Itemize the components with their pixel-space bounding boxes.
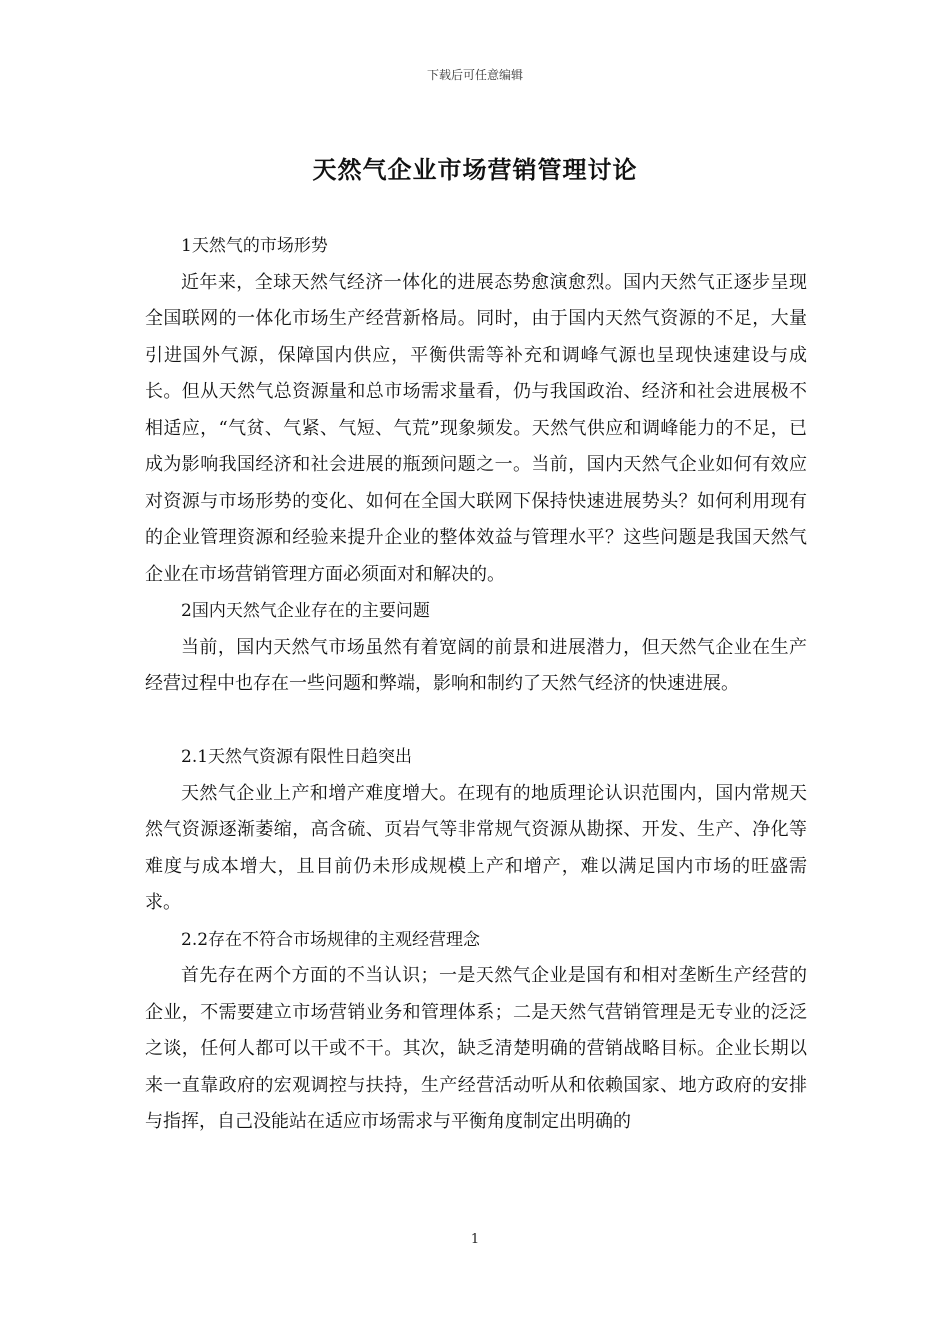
section-2-paragraph: 当前，国内天然气市场虽然有着宽阔的前景和进展潜力，但天然气企业在生产经营过程中也存在一些问题和弊端，影响和制约了天然气经济的快速进展。: [145, 636, 807, 694]
section-heading-2-1: 2.1天然气资源有限性日趋突出: [181, 747, 413, 767]
section-heading-2-2: 2.2存在不符合市场规律的主观经营理念: [181, 929, 481, 950]
page-number: 1: [470, 1232, 480, 1247]
document-body: [145, 228, 807, 1141]
document-title: 天然气企业市场营销管理讨论: [312, 156, 638, 184]
blank-line: [145, 703, 807, 740]
page-header: 下载后可任意编辑: [426, 68, 523, 82]
section-1-paragraph: 近年来，全球天然气经济一体化的进展态势愈演愈烈。国内天然气正逐步呈现全国联网的一体化市场生产经营新格局。同时，由于国内天然气资源的不足，大量引进国外气源，保障国内供应，平衡供需等补充和调峰气源也呈现快速建设与成长。但从天然气总资源量和总市场需求量看，仍与我国政治、经济和社会进展极不相适应，“气贫、气紧、气短、气荒”现象频发。天然气供应和调峰能力的不足，已成为影响我国经济和社会进展的瓶颈问题之一。当前，国内天然气企业如何有效应对资源与市场形势的变化、如何在全国大联网下保持快速进展势头？如何利用现有的企业管理资源和经验来提升企业的整体效益与管理水平？这些问题是我国天然气企业在市场营销管理方面必须面对和解决的。: [145, 271, 807, 585]
section-heading-1: 1天然气的市场形势: [181, 236, 328, 256]
section-2-2-paragraph: 首先存在两个方面的不当认识；一是天然气企业是国有和相对垄断生产经营的企业，不需要建立市场营销业务和管理体系；二是天然气营销管理是无专业的泛泛之谈，任何人都可以干或不干。其次，缺乏清楚明确的营销战略目标。企业长期以来一直靠政府的宏观调控与扶持，生产经营活动听从和依赖国家、地方政府的安排与指挥，自己没能站在适应市场需求与平衡角度制定出明确的: [145, 965, 807, 1132]
section-heading-2: 2国内天然气企业存在的主要问题: [181, 601, 430, 621]
section-2-1-paragraph: 天然气企业上产和增产难度增大。在现有的地质理论认识范围内，国内常规天然气资源逐渐萎缩，高含硫、页岩气等非常规气资源从勘探、开发、生产、净化等难度与成本增大，且目前仍未形成规模上产和增产，难以满足国内市场的旺盛需求。: [145, 782, 807, 913]
